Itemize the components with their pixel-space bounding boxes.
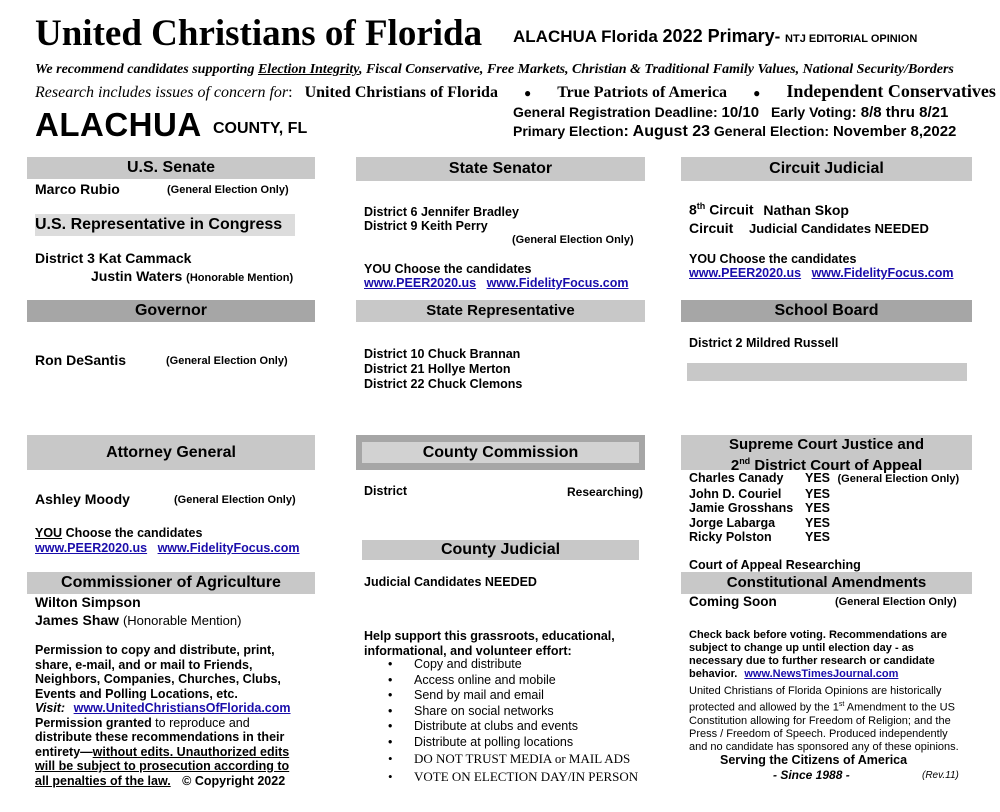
justice-note: (General Election Only) <box>837 473 960 485</box>
justice-name: Charles Canady <box>689 471 784 485</box>
org-3: Independent Conservatives <box>786 81 996 101</box>
recommend-line <box>35 62 954 78</box>
opinion-line-4: Press / Freedom of Speech. Produced independently <box>689 727 948 740</box>
list-item: • Distribute at clubs and events <box>388 719 638 735</box>
granted-line <box>35 716 291 731</box>
behavior: behavior. <box>689 668 738 680</box>
primary-line <box>513 123 956 141</box>
senator-d6: District 6 Jennifer Bradley <box>364 205 519 219</box>
deadline-value: 10/10 <box>721 104 760 121</box>
year-primary: 2022 Primary <box>662 26 775 46</box>
list-item: • Send by mail and email <box>388 688 638 704</box>
amendments-status: Coming Soon <box>689 594 777 609</box>
amendments-note: (General Election Only) <box>835 596 957 608</box>
comm-note: (Honorable Mention) <box>122 613 242 628</box>
opinion-block <box>689 685 959 754</box>
circuit-you-choose: YOU Choose the candidates <box>689 252 857 266</box>
justice-vote: YES <box>805 530 831 544</box>
penalties-line <box>35 774 291 789</box>
serving-line: Serving the Citizens of America <box>720 753 908 767</box>
county-judicial-header: County Judicial <box>362 540 639 560</box>
senate-note: (General Election Only) <box>167 184 289 196</box>
without-edits: without edits. Unauthorized edits <box>92 744 290 759</box>
ag-links <box>35 541 300 555</box>
early-value: : 8/8 thru 8/21 <box>851 104 949 121</box>
senator-you-choose: YOU Choose the candidates <box>364 262 532 276</box>
ucof-link[interactable]: www.UnitedChristiansOfFlorida.com <box>73 701 291 715</box>
us-senate-header: U.S. Senate <box>27 157 315 179</box>
list-item: • Access online and mobile <box>388 673 638 689</box>
fidelityfocus-link[interactable]: www.FidelityFocus.com <box>486 276 629 290</box>
circuit-suffix: th <box>696 201 706 211</box>
general-value: November 8,2022 <box>832 123 957 140</box>
senate-candidate: Marco Rubio <box>35 181 120 197</box>
amendments-header: Constitutional Amendments <box>681 572 972 594</box>
justice-vote: YES <box>805 515 831 530</box>
court-number: 2 <box>730 457 740 474</box>
appeal-researching: Court of Appeal Researching <box>689 558 861 572</box>
county-judicial-needed: Judicial Candidates NEEDED <box>364 575 537 589</box>
since-line: - Since 1988 - <box>773 768 850 782</box>
distribute-line: distribute these recommendations in their <box>35 730 285 744</box>
fidelityfocus-link[interactable]: www.FidelityFocus.com <box>157 541 300 555</box>
general-label: General Election: <box>713 123 830 139</box>
deadline-label: General Registration Deadline: <box>513 104 718 120</box>
state-rep-header: State Representative <box>356 300 645 322</box>
peer2020-link[interactable]: www.PEER2020.us <box>689 266 802 280</box>
attorney-general-header: Attorney General <box>27 435 315 470</box>
recommend-rest: , Fiscal Conservative, Free Markets, Christian & Traditional Family Values, National Security/Borders <box>358 62 954 77</box>
justice-vote: YES <box>805 471 831 485</box>
senator-d9: District 9 Keith Perry <box>364 219 488 233</box>
help-line-2: informational, and volunteer effort: <box>364 644 572 658</box>
justice-list <box>689 471 959 545</box>
dash: - <box>774 27 781 46</box>
circuit-candidate: Nathan Skop <box>763 201 849 218</box>
entirety: entirety— <box>35 744 93 759</box>
circuit-number: 8 <box>689 201 697 218</box>
circuit-line-1 <box>689 201 849 218</box>
school-empty-bar <box>687 363 967 381</box>
table-row <box>689 516 959 531</box>
circuit-needed: Judicial Candidates NEEDED <box>748 221 929 236</box>
opinion-line-2 <box>689 698 959 715</box>
perm-line-2: share, e-mail, and or mail to Friends, <box>35 657 253 672</box>
granted-bold: Permission granted <box>35 715 152 730</box>
us-rep-header: U.S. Representative in Congress <box>35 214 295 236</box>
county-small: COUNTY, FL <box>213 120 308 137</box>
deadline-line <box>513 104 948 121</box>
you-underlined: YOU <box>35 526 63 540</box>
research-line <box>35 81 996 102</box>
editorial-tag: NTJ EDITORIAL OPINION <box>785 33 918 45</box>
list-item: • Copy and distribute <box>388 657 638 673</box>
justice-name: Jamie Grosshans <box>689 501 794 515</box>
comm-candidate-1: Wilton Simpson <box>35 594 141 610</box>
recommend-prefix: We recommend candidates supporting <box>35 62 258 77</box>
justice-name: Jorge Labarga <box>689 515 776 530</box>
primary-value: : August 23 <box>623 123 711 140</box>
justice-name: John D. Couriel <box>689 486 782 501</box>
primary-label: Primary Election <box>513 123 624 139</box>
court-suffix: nd <box>739 456 751 466</box>
table-row <box>689 471 959 487</box>
opinion-line-5: and no candidate has sponsored any of these opinions. <box>689 740 959 753</box>
colon: : <box>288 84 293 101</box>
entirety-line <box>35 745 291 760</box>
early-label: Early Voting <box>770 104 852 120</box>
state-rep-line: District 21 Hollye Merton <box>364 362 511 376</box>
revision: (Rev.11) <box>922 770 959 781</box>
org-2: True Patriots of America <box>557 84 728 101</box>
bullet-1: ● <box>523 86 532 100</box>
county-comm-district: District <box>364 484 408 498</box>
check-line-1: Check back before voting. Recommendations are <box>689 629 947 641</box>
peer2020-link[interactable]: www.PEER2020.us <box>364 276 477 290</box>
justice-name: Ricky Polston <box>689 530 772 544</box>
opinion-2b: Amendment to the US <box>844 701 955 714</box>
county-event: ALACHUA Florida <box>513 27 658 46</box>
ag-candidate: Ashley Moody <box>35 491 130 507</box>
perm-line-1: Permission to copy and distribute, print, <box>35 643 275 657</box>
fidelityfocus-link[interactable]: www.FidelityFocus.com <box>811 266 954 280</box>
table-row <box>689 487 959 502</box>
list-item: • Distribute at polling locations <box>388 735 638 751</box>
org-1: United Christians of Florida <box>304 84 498 101</box>
election-heading <box>513 26 917 47</box>
permission-block <box>35 643 291 788</box>
opinion-line-3: Constitution allowing for Freedom of Religion; and the <box>689 714 951 727</box>
check-back-block <box>689 629 947 681</box>
research-prefix: Research includes issues of concern for <box>35 84 289 101</box>
circuit-label: Circuit <box>709 201 754 218</box>
ag-you-choose <box>35 526 202 540</box>
list-item: • Share on social networks <box>388 704 638 720</box>
recommend-underlined: Election Integrity <box>257 62 359 77</box>
copyright: © Copyright 2022 <box>182 773 286 788</box>
opinion-line-1: United Christians of Florida Opinions are historically <box>689 685 942 697</box>
help-heading <box>364 629 615 659</box>
justice-vote: YES <box>805 501 831 515</box>
rep-note: (Honorable Mention) <box>186 272 294 284</box>
governor-candidate: Ron DeSantis <box>35 352 127 368</box>
page-title: United Christians of Florida <box>35 13 483 54</box>
penalties: all penalties of the law. <box>35 773 171 788</box>
rep-name-2: Justin Waters <box>91 268 183 284</box>
county-comm-status: Researching) <box>567 485 644 499</box>
visit-line <box>35 701 291 716</box>
opinion-2a: protected and allowed by the 1 <box>689 701 839 714</box>
commissioner-agriculture-header: Commissioner of Agriculture <box>27 572 315 594</box>
state-rep-list <box>364 347 522 392</box>
behavior-line <box>689 668 947 681</box>
choose-text: Choose the candidates <box>62 526 203 540</box>
help-list <box>388 657 638 786</box>
court-rest: District Court of Appeal <box>750 457 923 474</box>
governor-note: (General Election Only) <box>166 355 288 367</box>
rep-line-1: District 3 Kat Cammack <box>35 250 192 266</box>
table-row <box>689 530 959 545</box>
check-line-2: subject to change up until election day - as <box>689 642 914 654</box>
senator-links <box>364 276 629 290</box>
opinion-st: st <box>838 701 845 708</box>
state-senator-header: State Senator <box>356 157 645 181</box>
supreme-title-1: Supreme Court Justice and <box>728 436 925 453</box>
state-rep-line: District 22 Chuck Clemons <box>364 377 523 391</box>
supreme-court-header <box>681 435 972 474</box>
help-line-1: Help support this grassroots, educational, <box>364 629 615 643</box>
circuit-judicial-header: Circuit Judicial <box>681 157 972 181</box>
county-commission-header: County Commission <box>362 442 639 463</box>
ag-note: (General Election Only) <box>174 494 296 506</box>
list-item: • DO NOT TRUST MEDIA or MAIL ADS <box>388 750 638 768</box>
county-commission-frame <box>356 435 645 470</box>
bullet-2: ● <box>753 86 761 100</box>
senator-note: (General Election Only) <box>512 234 634 246</box>
comm-line-2 <box>35 612 241 628</box>
table-row <box>689 501 959 516</box>
rep-line-2 <box>91 268 293 284</box>
circuit-line-2 <box>689 220 929 236</box>
school-board-header: School Board <box>681 300 972 322</box>
perm-line-3: Neighbors, Companies, Churches, Clubs, <box>35 672 281 686</box>
state-rep-line: District 10 Chuck Brannan <box>364 347 521 361</box>
perm-line-4: Events and Polling Locations, etc. <box>35 686 238 701</box>
justice-vote: YES <box>805 486 831 501</box>
ntj-link[interactable]: www.NewsTimesJournal.com <box>744 668 899 680</box>
list-item: • VOTE ON ELECTION DAY/IN PERSON <box>388 768 638 786</box>
county-big: ALACHUA <box>35 106 202 143</box>
prosecution-line: will be subject to prosecution according to <box>35 759 290 773</box>
school-d2: District 2 Mildred Russell <box>689 336 839 350</box>
granted-rest: to reproduce and <box>151 715 250 730</box>
circuit-label-2: Circuit <box>689 220 734 236</box>
governor-header: Governor <box>27 300 315 322</box>
circuit-links <box>689 266 954 280</box>
comm-candidate-2: James Shaw <box>35 612 120 628</box>
check-line-3: necessary due to further research or candidate <box>689 655 935 667</box>
visit-label: Visit: <box>35 701 66 715</box>
peer2020-link[interactable]: www.PEER2020.us <box>35 541 148 555</box>
